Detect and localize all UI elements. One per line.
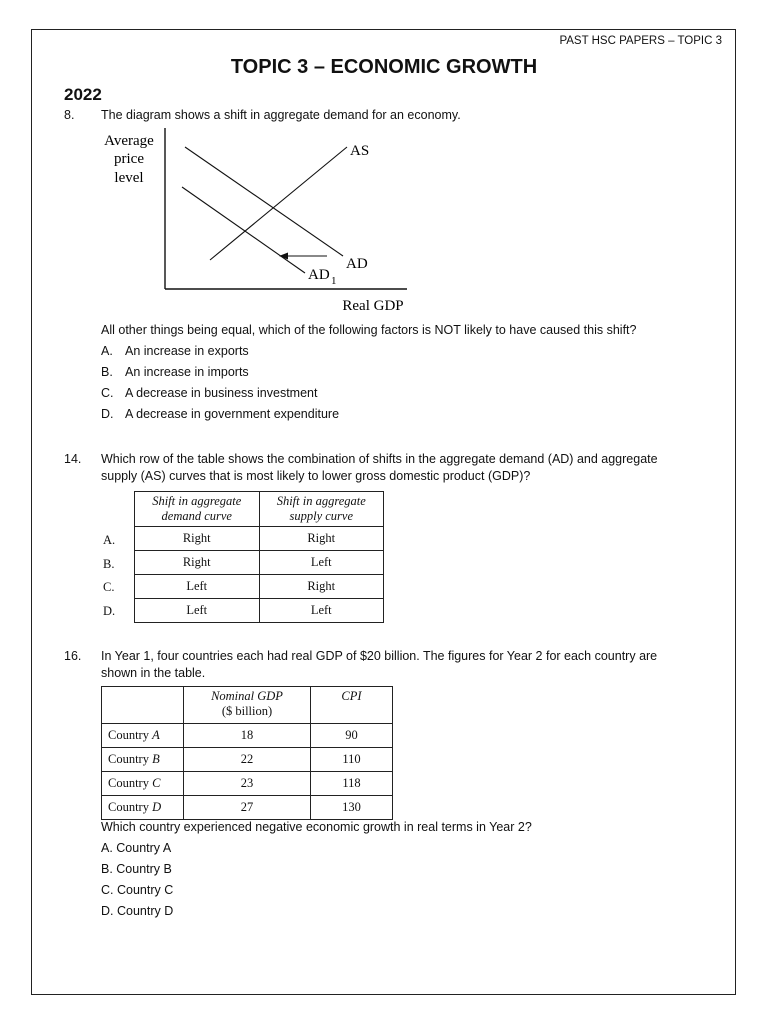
ad-label: AD — [346, 256, 368, 272]
q14-table — [134, 491, 384, 623]
as-curve — [210, 147, 347, 260]
q16-prompt: Which country experienced negative economic growth in real terms in Year 2? — [101, 820, 532, 834]
header-ad-shift: Shift in aggregate demand curve — [135, 492, 260, 527]
q16-option-d: D. Country D — [101, 904, 174, 918]
year-heading: 2022 — [64, 85, 102, 104]
q14-number: 14. — [64, 452, 82, 466]
table-row: Country B 22 110 — [102, 748, 393, 772]
q14-row-label-b: B. — [103, 557, 115, 571]
q16-number: 16. — [64, 649, 82, 663]
q8-option-d-text: A decrease in government expenditure — [125, 407, 340, 421]
q14-row-label-a: A. — [103, 533, 116, 547]
q16-option-c: C. Country C — [101, 883, 174, 897]
q14-text-line-2: supply (AS) curves that is most likely to lower gross domestic product (GDP)? — [101, 469, 531, 483]
q14-row-label-d: D. — [103, 604, 116, 618]
q8-option-b-text: An increase in imports — [125, 365, 249, 379]
y-axis-label-line-3: level — [114, 170, 144, 186]
table-row: Right Left — [135, 551, 384, 575]
header-as-shift: Shift in aggregate supply curve — [259, 492, 384, 527]
q16-option-a: A. Country A — [101, 841, 172, 855]
table-header-row — [102, 687, 393, 724]
q8-prompt: All other things being equal, which of the following factors is NOT likely to have caused this shift? — [101, 323, 637, 337]
ad1-subscript: 1 — [331, 275, 337, 287]
ad-as-diagram — [95, 125, 425, 320]
q8-option-b-letter: B. — [101, 365, 113, 379]
y-axis-label-line-1: Average — [104, 133, 154, 149]
q14-row-label-c: C. — [103, 580, 115, 594]
table-row: Country D 27 130 — [102, 796, 393, 820]
ad1-label: AD — [308, 267, 330, 283]
ad-curve — [185, 147, 343, 256]
q8-option-a-letter: A. — [101, 344, 113, 358]
table-header-row — [135, 492, 384, 527]
as-label: AS — [350, 143, 370, 159]
table-row: Country C 23 118 — [102, 772, 393, 796]
q16-option-b: B. Country B — [101, 862, 172, 876]
q8-option-a-text: An increase in exports — [125, 344, 249, 358]
table-row: Left Right — [135, 575, 384, 599]
q16-table — [101, 686, 393, 820]
q16-text-line-1: In Year 1, four countries each had real GDP of $20 billion. The figures for Year 2 for each country are — [101, 649, 658, 663]
table-row: Country A 18 90 — [102, 724, 393, 748]
q14-text-line-1: Which row of the table shows the combination of shifts in the aggregate demand (AD) and aggregate — [101, 452, 658, 466]
q8-number: 8. — [64, 108, 75, 122]
table-row: Right Right — [135, 527, 384, 551]
y-axis-label-line-2: price — [114, 151, 144, 167]
ad1-curve — [182, 187, 305, 273]
header-cpi: CPI — [311, 687, 393, 724]
q8-option-d-letter: D. — [101, 407, 114, 421]
page-title: TOPIC 3 – ECONOMIC GROWTH — [230, 56, 538, 78]
table-row: Left Left — [135, 599, 384, 623]
q8-option-c-text: A decrease in business investment — [125, 386, 318, 400]
page-header: PAST HSC PAPERS – TOPIC 3 — [559, 35, 722, 47]
x-axis-label: Real GDP — [342, 298, 404, 314]
q8-option-c-letter: C. — [101, 386, 114, 400]
q16-text-line-2: shown in the table. — [101, 666, 206, 680]
header-nominal-gdp: Nominal GDP ($ billion) — [184, 687, 311, 724]
q8-text: The diagram shows a shift in aggregate demand for an economy. — [101, 108, 461, 122]
